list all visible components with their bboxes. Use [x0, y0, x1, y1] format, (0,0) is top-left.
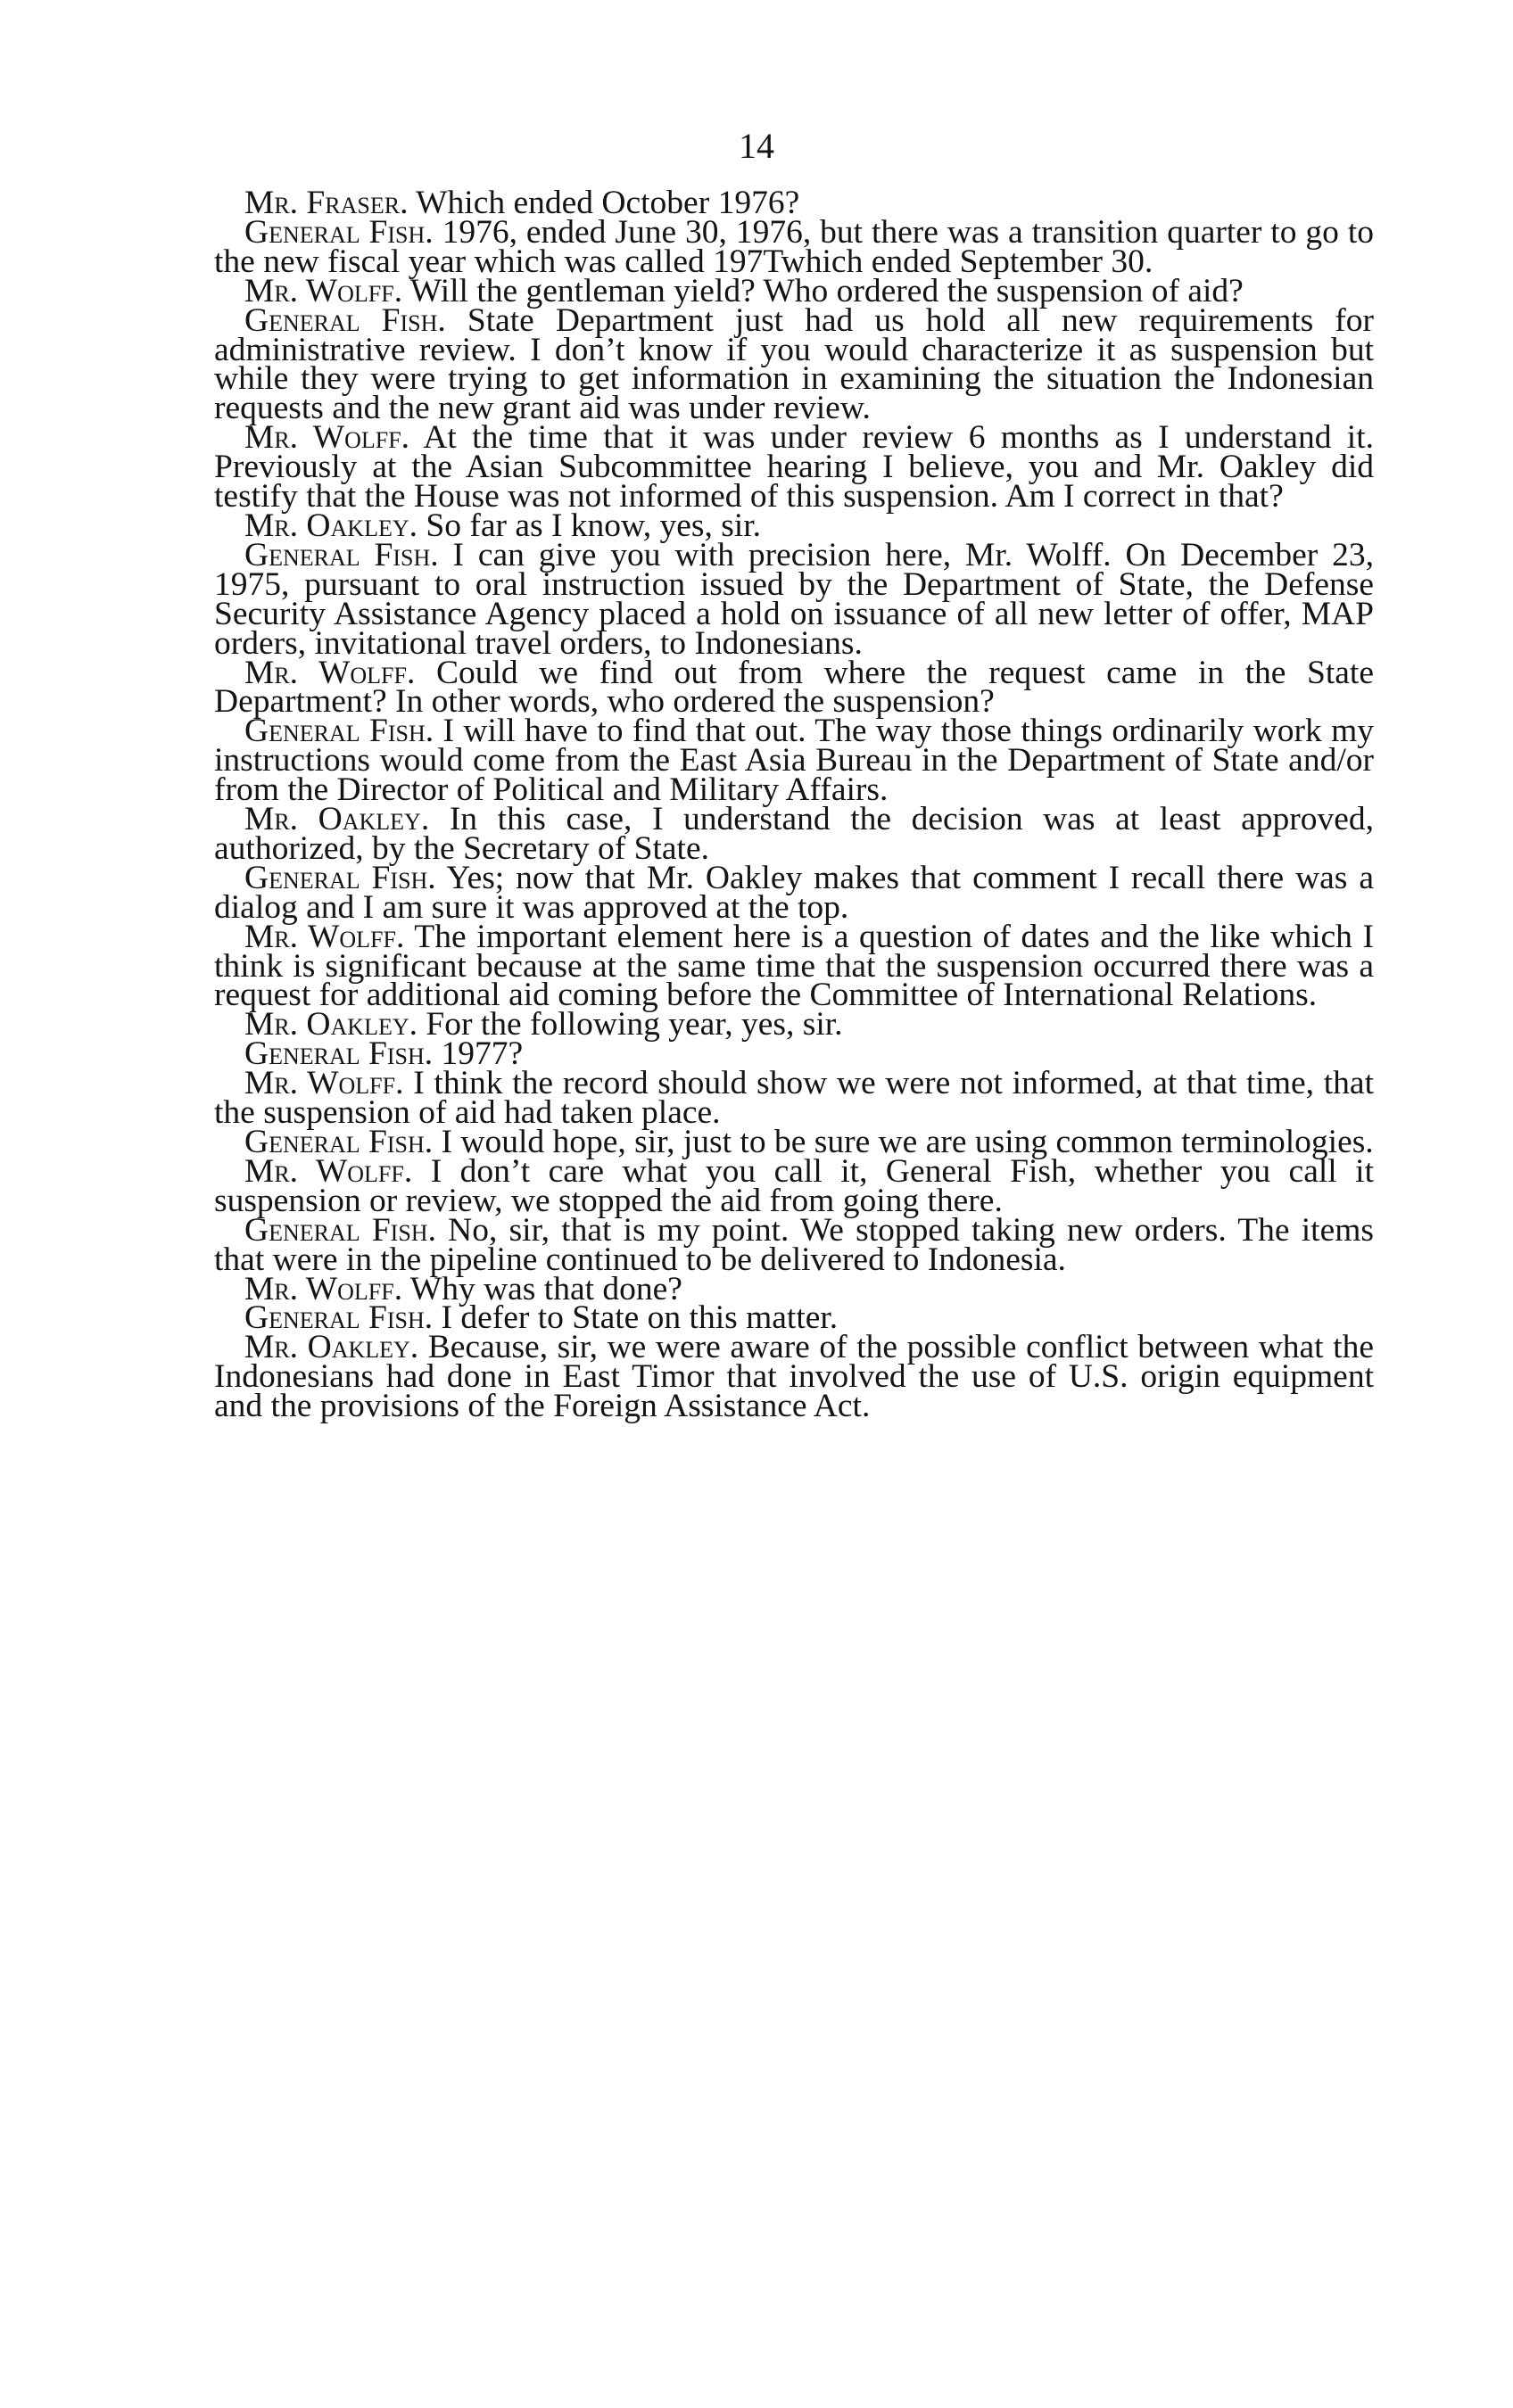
paragraph-11 — [214, 859, 1374, 926]
speaker-name: Mr. Wolff. — [244, 1270, 403, 1307]
speaker-name: General Fish. — [244, 1124, 434, 1160]
paragraph-15 — [214, 1065, 1374, 1132]
paragraph-text: I will have to find that out. The way those things ordinarily work my instructions would come from the East Asia Bureau in the Department of State and/or from the Director of Political and Military Affairs. — [214, 713, 1375, 809]
paragraph-text: Which ended October 1976? — [408, 185, 800, 221]
paragraph-10 — [214, 801, 1374, 867]
paragraph-text: Could we find out from where the request came in the State Department? In other words, who ordered the suspension? — [214, 654, 1374, 721]
page-number: 14 — [739, 126, 774, 166]
paragraph-text: For the following year, yes, sir. — [417, 1006, 843, 1043]
paragraph-8 — [214, 654, 1374, 721]
paragraph-text: 1976, ended June 30, 1976, but there was a transition quarter to go to the new fiscal year which was called 197Twhich ended September 30. — [214, 213, 1374, 280]
speaker-name: Mr. Oakley. — [244, 507, 418, 544]
paragraph-text: At the time that it was under review 6 months as I understand it. Previously at the Asian Subcommittee hearing I believe, you and Mr. Oakley did testify that the House was not informed of this suspension. Am I correct in that? — [214, 419, 1374, 515]
paragraph-2 — [214, 213, 1374, 280]
speaker-name: Mr. Wolff. — [244, 654, 416, 691]
paragraph-text: No, sir, that is my point. We stopped taking new orders. The items that were in the pipeline continued to be delivered to Indonesia. — [214, 1211, 1374, 1278]
paragraph-text: I can give you with precision here, Mr. Wolff. On December 23, 1975, pursuant to oral instruction issued by the Department of State, the Defense Security Assistance Agency placed a hold on issuance of all new letter of offer, MAP orders, invitational travel orders, to Indonesians. — [214, 536, 1374, 662]
paragraph-9 — [214, 713, 1375, 809]
paragraph-text: Why was that done? — [402, 1270, 682, 1307]
paragraph-4 — [214, 301, 1374, 427]
speaker-name: Mr. Oakley. — [244, 1329, 419, 1366]
speaker-name: Mr. Oakley. — [244, 801, 430, 838]
paragraph-text: Because, sir, we were aware of the possible conflict between what the Indonesians had done in East Timor that involved the use of U.S. origin equipment and the provisions of the Foreign Assistance Act. — [214, 1329, 1374, 1425]
speaker-name: General Fish. — [244, 1035, 434, 1073]
paragraph-text: I would hope, sir, just to be sure we are using common terminologies. — [433, 1124, 1374, 1160]
speaker-name: Mr. Wolff. — [244, 918, 405, 955]
speaker-name: Mr. Wolff. — [244, 1065, 404, 1102]
speaker-name: General Fish. — [244, 301, 446, 339]
speaker-name: General Fish. — [244, 1299, 434, 1337]
paragraph-text: I don’t care what you call it, General Fish, whether you call it suspension or review, we stopped the aid from going there. — [214, 1152, 1374, 1219]
paragraph-text: State Department just had us hold all new requirements for administrative review. I don’t know if you would characterize it as suspension but while they were trying to get information in examining the situation the Indonesian requests and the new grant aid was under review. — [214, 301, 1374, 427]
speaker-name: Mr. Wolff. — [244, 1152, 413, 1190]
paragraph-12 — [214, 918, 1374, 1014]
speaker-name: General Fish. — [244, 1211, 436, 1249]
paragraph-17 — [214, 1152, 1374, 1219]
paragraph-7 — [214, 536, 1374, 662]
speaker-name: General Fish. — [244, 713, 434, 750]
speaker-name: Mr. Fraser. — [244, 185, 409, 221]
speaker-name: General Fish. — [244, 213, 434, 251]
speaker-name: Mr. Wolff. — [244, 419, 410, 457]
paragraph-18 — [214, 1211, 1374, 1278]
paragraph-text: So far as I know, yes, sir. — [417, 507, 762, 544]
transcript-body — [214, 185, 1375, 1425]
paragraph-5 — [214, 419, 1374, 515]
paragraph-text: In this case, I understand the decision was at least approved, authorized, by the Secretary of State. — [214, 801, 1374, 867]
speaker-name: Mr. Oakley. — [244, 1006, 418, 1043]
paragraph-21 — [214, 1329, 1374, 1425]
speaker-name: Mr. Wolff. — [244, 272, 403, 309]
paragraph-text: I defer to State on this matter. — [433, 1299, 839, 1337]
paragraph-text: Yes; now that Mr. Oakley makes that comment I recall there was a dialog and I am sure it was approved at the top. — [214, 859, 1374, 926]
speaker-name: General Fish. — [244, 536, 439, 573]
paragraph-text: 1977? — [433, 1035, 524, 1073]
paragraph-text: I think the record should show we were not informed, at that time, that the suspension of aid had taken place. — [214, 1065, 1374, 1132]
speaker-name: General Fish. — [244, 859, 436, 896]
paragraph-text: Will the gentleman yield? Who ordered the suspension of aid? — [402, 272, 1244, 309]
paragraph-text: The important element here is a question of dates and the like which I think is significant because at the same time that the suspension occurred there was a request for additional aid coming before the Committee of International Relations. — [214, 918, 1374, 1014]
